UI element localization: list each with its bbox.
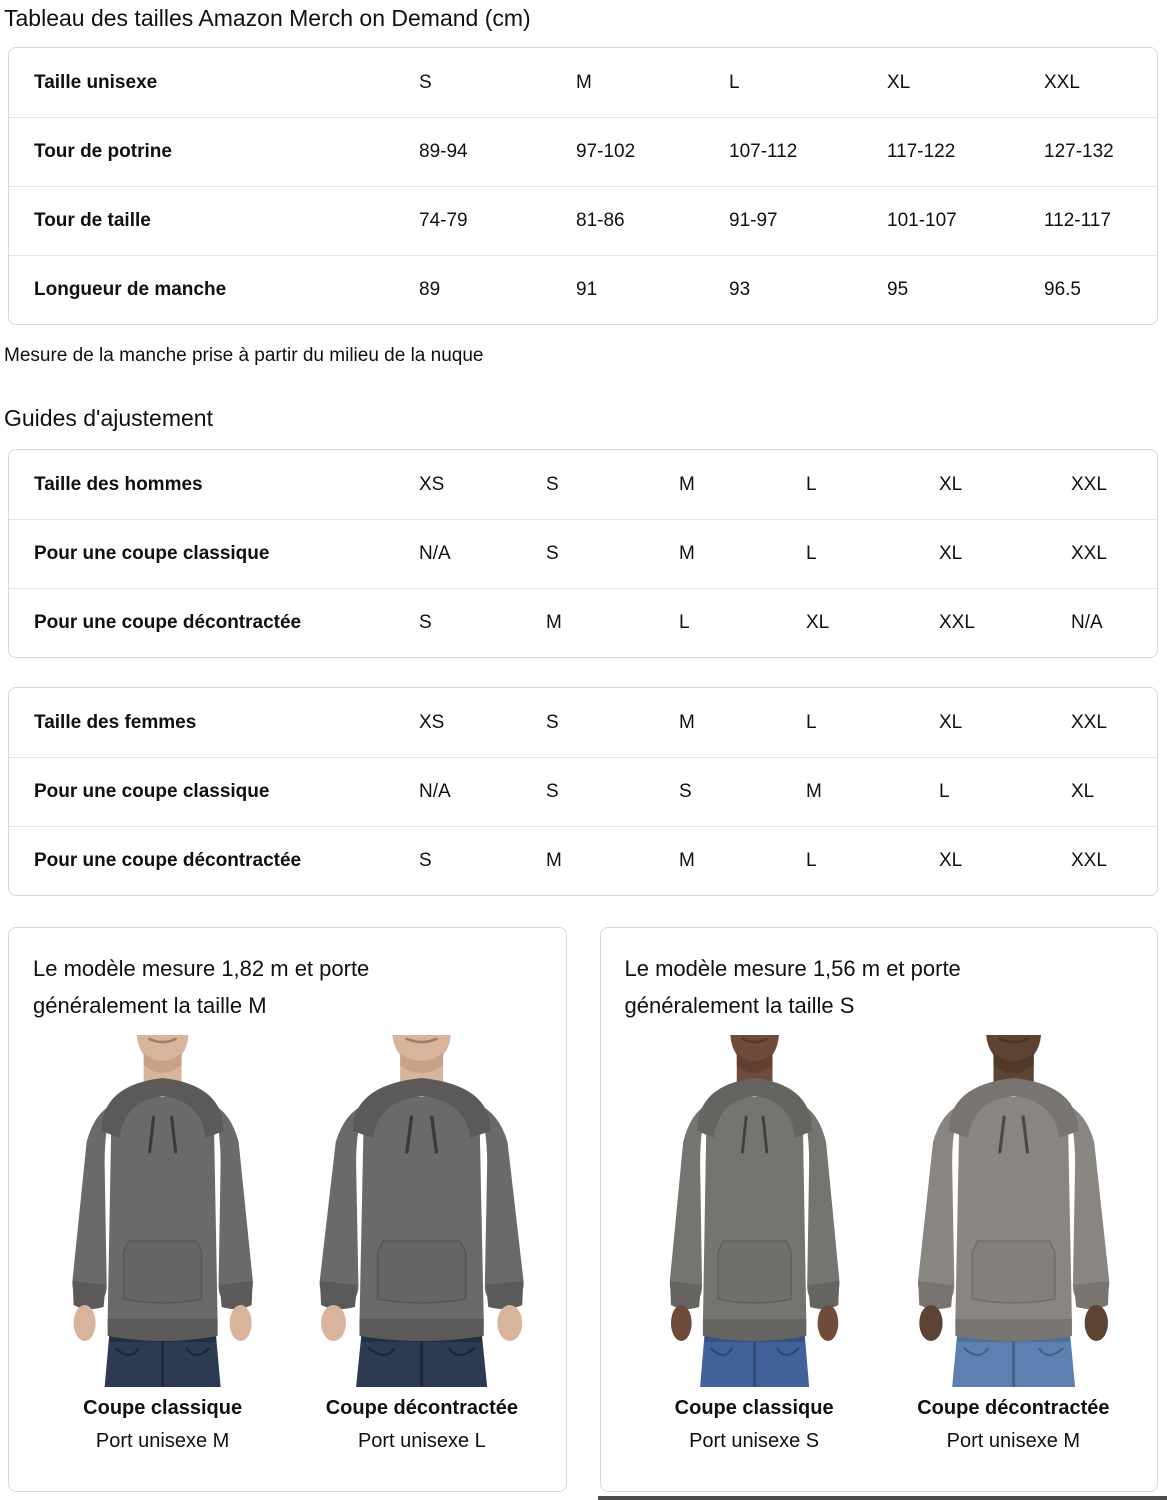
size-cell: S: [546, 473, 559, 495]
size-cell: 91: [576, 279, 598, 300]
size-cell: 112-117: [1044, 210, 1111, 231]
size-cell: XL: [939, 850, 963, 871]
caption-classic: [33, 1396, 292, 1453]
size-cell: L: [806, 473, 817, 495]
size-cell: XXL: [1044, 71, 1080, 93]
table-row: [9, 48, 1157, 117]
row-label: Pour une coupe classique: [34, 543, 270, 564]
model-description: Le modèle mesure 1,56 m et porte généralement la taille S: [624, 956, 961, 1018]
table-row: [9, 117, 1157, 186]
table-row: [9, 688, 1157, 757]
model-cards: [8, 927, 1158, 1492]
size-cell: XL: [806, 612, 830, 633]
size-cell: XXL: [1071, 543, 1107, 564]
size-cell: 117-122: [887, 141, 956, 162]
table-row: [9, 519, 1157, 588]
size-cell: 96.5: [1044, 279, 1081, 300]
photo-captions: [625, 1396, 1144, 1453]
fit-label: Coupe classique: [83, 1397, 243, 1419]
row-label: Taille des hommes: [34, 473, 203, 495]
male-model-card: [8, 927, 567, 1492]
size-label: Port unisexe M: [95, 1430, 230, 1452]
table-row: [9, 757, 1157, 826]
size-cell: M: [679, 711, 695, 733]
size-cell: L: [806, 711, 817, 733]
size-cell: 107-112: [729, 141, 798, 162]
row-label: Tour de taille: [34, 210, 151, 231]
row-label: Taille unisexe: [34, 71, 158, 93]
row-label: Pour une coupe décontractée: [34, 612, 302, 633]
row-label: Taille des femmes: [34, 711, 197, 733]
size-cell: M: [679, 543, 695, 564]
size-cell: 89: [419, 279, 441, 300]
page-title: Tableau des tailles Amazon Merch on Demand (cm): [4, 5, 531, 31]
size-cell: S: [419, 850, 432, 871]
size-cell: 101-107: [887, 210, 957, 231]
caption-relaxed: [292, 1396, 551, 1453]
unisex-size-table: [8, 47, 1158, 325]
row-label: Tour de potrine: [34, 141, 172, 162]
model-description: Le modèle mesure 1,82 m et porte généralement la taille M: [33, 956, 370, 1018]
table-row: [9, 826, 1157, 895]
size-cell: XS: [419, 473, 445, 495]
size-cell: S: [679, 781, 692, 802]
size-cell: S: [546, 781, 559, 802]
table-row: [9, 255, 1157, 324]
size-cell: L: [939, 781, 950, 802]
photo-captions: [33, 1396, 552, 1453]
size-cell: M: [679, 850, 695, 871]
fit-guides-heading: Guides d'ajustement: [4, 405, 213, 431]
next-section-edge: [598, 1496, 1167, 1500]
sleeve-measure-note: Mesure de la manche prise à partir du milieu de la nuque: [4, 345, 484, 366]
size-cell: M: [546, 612, 562, 633]
size-cell: N/A: [1071, 612, 1103, 633]
size-cell: 81-86: [576, 210, 625, 231]
size-cell: XXL: [939, 612, 975, 633]
size-cell: L: [729, 71, 740, 93]
size-cell: S: [419, 612, 432, 633]
men-fit-table: [8, 449, 1158, 658]
size-cell: XXL: [1071, 850, 1107, 871]
size-cell: 127-132: [1044, 141, 1114, 162]
model-photos: [33, 1035, 552, 1387]
size-cell: M: [546, 850, 562, 871]
table-row: [9, 588, 1157, 657]
size-label: Port unisexe M: [946, 1430, 1081, 1452]
size-cell: XL: [939, 543, 963, 564]
size-cell: 89-94: [419, 141, 468, 162]
size-cell: M: [679, 473, 695, 495]
model-photo-classic-fit: [33, 1035, 292, 1387]
size-cell: N/A: [419, 543, 451, 564]
women-fit-table: [8, 687, 1158, 896]
size-cell: 95: [887, 279, 909, 300]
size-cell: M: [806, 781, 822, 802]
size-cell: XS: [419, 711, 445, 733]
female-model-card: [600, 927, 1159, 1492]
fit-label: Coupe décontractée: [325, 1397, 518, 1419]
size-label: Port unisexe L: [357, 1430, 486, 1452]
size-cell: XL: [939, 473, 963, 495]
size-cell: N/A: [419, 781, 451, 802]
size-cell: XL: [1071, 781, 1095, 802]
size-cell: XL: [887, 71, 911, 93]
size-cell: XXL: [1071, 711, 1107, 733]
size-cell: M: [576, 71, 592, 93]
caption-relaxed: [884, 1396, 1143, 1453]
row-label: Pour une coupe décontractée: [34, 850, 302, 871]
model-photo-relaxed-fit: [292, 1035, 551, 1387]
fit-label: Coupe classique: [674, 1397, 834, 1419]
table-row: [9, 450, 1157, 519]
size-cell: 74-79: [419, 210, 468, 231]
size-cell: XXL: [1071, 473, 1107, 495]
size-cell: 91-97: [729, 210, 778, 231]
fit-label: Coupe décontractée: [917, 1397, 1110, 1419]
size-cell: S: [546, 543, 559, 564]
size-cell: L: [679, 612, 690, 633]
model-photo-classic-fit: [625, 1035, 884, 1387]
size-cell: L: [806, 543, 817, 564]
size-cell: L: [806, 850, 817, 871]
size-label: Port unisexe S: [689, 1430, 820, 1452]
size-cell: S: [419, 71, 432, 93]
size-cell: XL: [939, 711, 963, 733]
size-cell: S: [546, 711, 559, 733]
size-cell: 93: [729, 279, 751, 300]
model-photos: [625, 1035, 1144, 1387]
size-cell: 97-102: [576, 141, 636, 162]
caption-classic: [625, 1396, 884, 1453]
table-row: [9, 186, 1157, 255]
model-photo-relaxed-fit: [884, 1035, 1143, 1387]
row-label: Longueur de manche: [34, 279, 227, 300]
row-label: Pour une coupe classique: [34, 781, 270, 802]
